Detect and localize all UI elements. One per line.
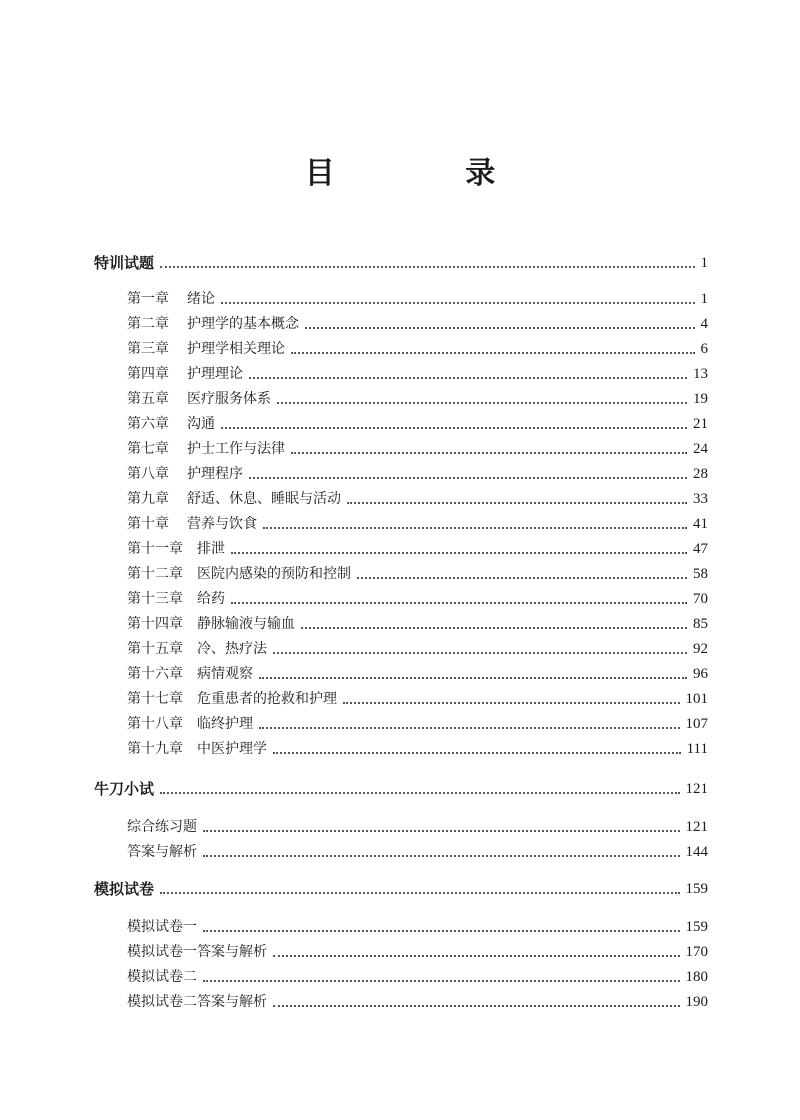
toc-chapter-8[interactable] [127,461,708,485]
toc-chapter-12[interactable] [127,561,708,585]
toc-item-exercises[interactable] [127,814,708,838]
item-title: 综合练习题 [127,819,197,835]
dot-leader [273,955,680,957]
chapter-title: 冷、热疗法 [197,641,267,657]
chapter-title: 中医护理学 [197,741,267,757]
page-number: 19 [693,391,708,407]
page-number: 41 [693,516,708,532]
toc-chapter-4[interactable] [127,361,708,385]
dot-leader [160,792,679,794]
chapter-title: 医疗服务体系 [187,391,271,407]
page-number: 159 [685,881,708,897]
toc-chapter-9[interactable] [127,486,708,510]
page-number: 13 [693,366,708,382]
page-number: 4 [700,316,708,332]
dot-leader [291,452,687,454]
dot-leader [347,502,687,504]
dot-leader [221,302,695,304]
dot-leader [273,752,681,754]
chapter-number: 第七章 [127,441,169,457]
toc-chapter-5[interactable] [127,386,708,410]
chapter-number: 第十七章 [127,691,183,707]
page-number: 180 [685,969,708,985]
chapter-title: 绪论 [187,291,215,307]
chapter-number: 第十章 [127,516,169,532]
chapter-title: 病情观察 [197,666,253,682]
chapter-number: 第十八章 [127,716,183,732]
toc-chapter-15[interactable] [127,636,708,660]
page-number: 70 [693,591,708,607]
chapter-number: 第十九章 [127,741,183,757]
dot-leader [343,702,680,704]
dot-leader [203,930,680,932]
chapter-title: 静脉输液与输血 [197,616,295,632]
chapter-number: 第十三章 [127,591,183,607]
dot-leader [160,266,694,268]
page-title: 目 录 [304,156,556,191]
toc-section-practice[interactable] [94,776,708,800]
toc-chapter-10[interactable] [127,511,708,535]
chapter-number: 第十四章 [127,616,183,632]
chapter-number: 第二章 [127,316,169,332]
item-title: 模拟试卷一答案与解析 [127,944,267,960]
toc-chapter-11[interactable] [127,536,708,560]
dot-leader [277,402,687,404]
toc-chapter-16[interactable] [127,661,708,685]
item-title: 模拟试卷二 [127,969,197,985]
toc-chapter-2[interactable] [127,311,708,335]
dot-leader [221,427,687,429]
page-number: 33 [693,491,708,507]
dot-leader [203,980,680,982]
chapter-number: 第九章 [127,491,169,507]
dot-leader [273,652,687,654]
chapter-number: 第四章 [127,366,169,382]
page-number: 47 [693,541,708,557]
toc-section-mock-exams[interactable] [94,876,708,900]
chapter-title: 给药 [197,591,225,607]
dot-leader [249,477,687,479]
page-number: 6 [700,341,708,357]
toc-chapter-6[interactable] [127,411,708,435]
item-title: 答案与解析 [127,844,197,860]
chapter-number: 第三章 [127,341,169,357]
chapter-title: 护理程序 [187,466,243,482]
chapter-title: 临终护理 [197,716,253,732]
chapter-title: 沟通 [187,416,215,432]
chapter-title: 危重患者的抢救和护理 [197,691,337,707]
toc-chapter-7[interactable] [127,436,708,460]
item-title: 模拟试卷一 [127,919,197,935]
page-number: 170 [685,944,708,960]
chapter-title: 护理学相关理论 [187,341,285,357]
page-number: 28 [693,466,708,482]
toc-chapter-17[interactable] [127,686,708,710]
page-number: 101 [685,691,708,707]
page-number: 21 [693,416,708,432]
page-number: 121 [685,781,708,797]
chapter-title: 医院内感染的预防和控制 [197,566,351,582]
dot-leader [305,327,695,329]
chapter-number: 第五章 [127,391,169,407]
chapter-title: 营养与饮食 [187,516,257,532]
toc-chapter-14[interactable] [127,611,708,635]
chapter-number: 第十二章 [127,566,183,582]
dot-leader [291,352,695,354]
section-label: 特训试题 [94,254,155,272]
toc-item-mock-exam-2[interactable] [127,964,708,988]
dot-leader [263,527,687,529]
dot-leader [259,727,680,729]
page-number: 92 [693,641,708,657]
page-number: 85 [693,616,708,632]
chapter-title: 护士工作与法律 [187,441,285,457]
chapter-number: 第十五章 [127,641,183,657]
page-number: 159 [685,919,708,935]
dot-leader [301,627,687,629]
page-number: 24 [693,441,708,457]
toc-item-answers[interactable] [127,839,708,863]
page-number: 144 [685,844,708,860]
toc-chapter-1[interactable] [127,286,708,310]
chapter-number: 第十一章 [127,541,183,557]
chapter-title: 舒适、休息、睡眠与活动 [187,491,341,507]
chapter-number: 第十六章 [127,666,183,682]
toc-item-mock-exam-1-answers[interactable] [127,939,708,963]
chapter-number: 第八章 [127,466,169,482]
toc-item-mock-exam-1[interactable] [127,914,708,938]
page-number: 96 [693,666,708,682]
chapter-number: 第六章 [127,416,169,432]
toc-section-training[interactable] [94,250,708,274]
page-number: 107 [685,716,708,732]
item-title: 模拟试卷二答案与解析 [127,994,267,1010]
dot-leader [203,830,680,832]
section-label: 牛刀小试 [94,780,155,798]
page-number: 121 [685,819,708,835]
dot-leader [160,892,679,894]
chapter-title: 护理学的基本概念 [187,316,299,332]
dot-leader [231,552,687,554]
dot-leader [273,1005,680,1007]
toc-chapter-19[interactable] [127,736,708,760]
dot-leader [231,602,687,604]
toc-chapter-13[interactable] [127,586,708,610]
chapter-title: 排泄 [197,541,225,557]
section-label: 模拟试卷 [94,880,155,898]
page-number: 1 [700,255,708,271]
dot-leader [203,855,680,857]
page-number: 58 [693,566,708,582]
toc-chapter-3[interactable] [127,336,708,360]
dot-leader [357,577,687,579]
dot-leader [259,677,687,679]
page-number: 111 [686,741,708,757]
page-number: 1 [700,291,708,307]
dot-leader [249,377,687,379]
chapter-title: 护理理论 [187,366,243,382]
chapter-number: 第一章 [127,291,169,307]
toc-item-mock-exam-2-answers[interactable] [127,989,708,1013]
page-number: 190 [685,994,708,1010]
toc-chapter-18[interactable] [127,711,708,735]
